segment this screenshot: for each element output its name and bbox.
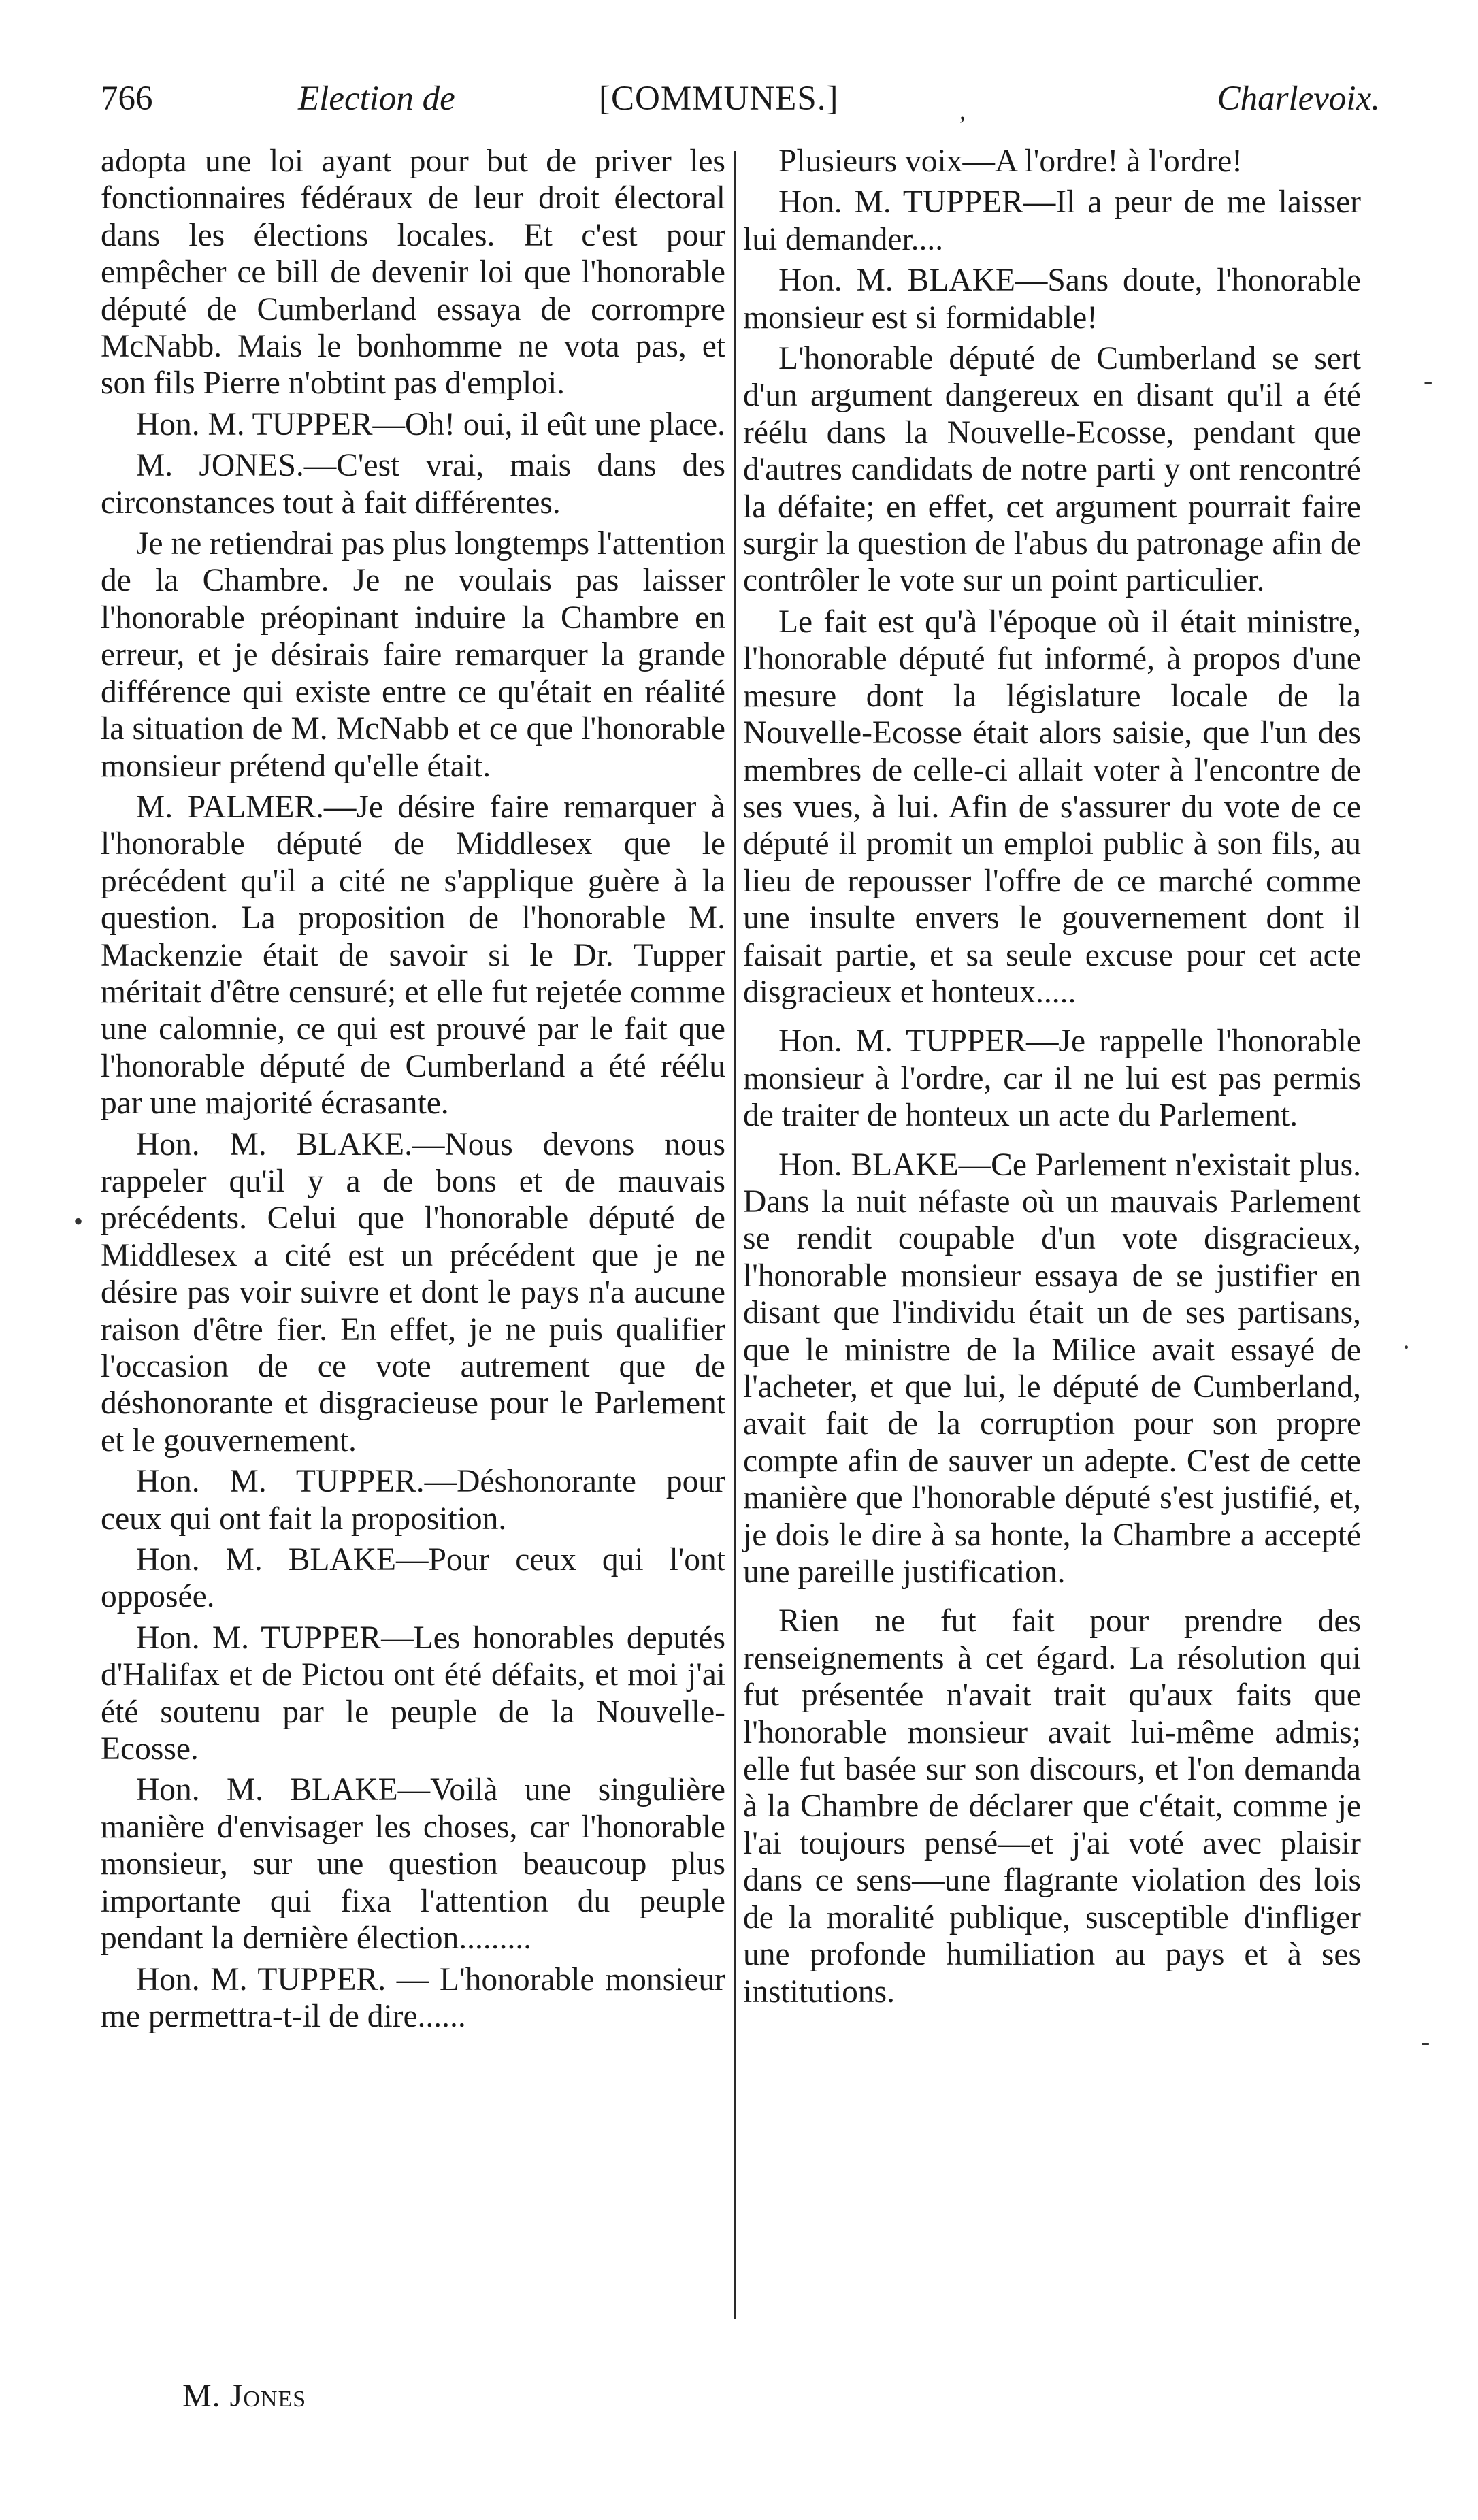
page-number: 766: [101, 80, 153, 118]
paragraph: Hon. M. BLAKE—Sans doute, l'honorable monsieur est si formidable!: [743, 263, 1361, 336]
paragraph: adopta une loi ayant pour but de priver les fonctionnaires fédéraux de leur droit électoral dans les élections locales. Et c'est pour empêcher ce bill de devenir loi que l'honorable député de Cumberland essaya de corrompre McNabb. Mais le bonhomme ne vota pas, et son fils Pierre n'obtint pas d'emploi.: [101, 144, 725, 402]
paragraph: L'honorable député de Cumberland se sert d'un argument dangereux en disant qu'il a été réélu dans la Nouvelle-Ecosse, pendant que d'autres candidats de notre parti y ont rencontré la défaite; en effet, cet argument pourrait faire surgir la question de l'abus du patronage afin de contrôler le vote sur un point particulier.: [743, 341, 1361, 599]
paragraph: Hon. M. BLAKE.—Nous devons nous rappeler qu'il y a de bons et de mauvais précédents. Celui que l'honorable député de Middlesex a cité est un précédent que je ne désire pas voir suivre et dont le pays n'a aucune raison d'être fier. En effet, je ne puis qualifier l'occasion de ce vote autrement que de déshonorante et disgracieuse pour le Parlement et le gouvernement.: [101, 1126, 725, 1458]
right-column: [743, 143, 1361, 2014]
paragraph: Hon. M. TUPPER—Il a peur de me laisser lui demander....: [743, 184, 1361, 257]
paragraph: Hon. M. TUPPER—Je rappelle l'honorable monsieur à l'ordre, car il ne lui est pas permis de traiter de honteux un acte du Parlement.: [743, 1024, 1361, 1134]
paragraph: Hon. M. BLAKE—Voilà une singulière manière d'envisager les choses, car l'honorable monsieur, sur une question beaucoup plus importante qui fixa l'attention du peuple pendant la dernière élection.........: [101, 1772, 725, 1957]
header-center-title: [COMMUNES.]: [599, 80, 839, 118]
paragraph: Hon. M. TUPPER—Oh! oui, il eût une place.: [136, 406, 725, 442]
paragraph: Rien ne fut fait pour prendre des renseignements à cet égard. La résolution qui fut présentée n'avait trait qu'aux faits que l'honorable monsieur avait lui-même admis; elle fut basée sur son discours, et l'on demanda à la Chambre de déclarer que c'était, comme je l'ai toujours pensé—et j'ai voté avec plaisir dans ce sens—une flagrante violation des lois de la moralité publique, susceptible d'infliger une profonde humiliation au pays et à ses institutions.: [743, 1603, 1361, 2010]
header-left-title: Election de: [298, 80, 455, 118]
catchword: M. Jones: [182, 2378, 307, 2414]
paragraph: Hon. BLAKE—Ce Parlement n'existait plus. Dans la nuit néfaste où un mauvais Parlement se rendit coupable d'un vote disgracieux, l'honorable monsieur essaya de se justifier en disant que l'individu était un de ses partisans, que le ministre de la Milice avait essayé de l'acheter, et que lui, le député de Cumberland, avait fait de la corruption pour son propre compte afin de sauver un adepte. C'est de cette manière que l'honorable député s'est justifié, et, je dois le dire à sa honte, la Chambre a accepté une pareille justification.: [743, 1147, 1361, 1590]
paragraph: Le fait est qu'à l'époque où il était ministre, l'honorable député fut informé, à propos d'une mesure dont la législature locale de la Nouvelle-Ecosse était alors saisie, que l'un des membres de celle-ci allait voter à l'encontre de ses vues, à lui. Afin de s'assurer du vote de ce député il promit un emploi public à son fils, au lieu de repousser l'offre de ce marché comme une insulte envers le gouvernement dont il faisait partie, et sa seule excuse pour cet acte disgracieux et honteux.....: [743, 604, 1361, 1010]
header-right-title: Charlevoix.: [1217, 80, 1380, 118]
header-mark: ,: [959, 97, 966, 125]
column-divider: [734, 151, 736, 2319]
paragraph: Hon. M. BLAKE—Pour ceux qui l'ont opposée.: [101, 1542, 725, 1615]
running-header: [101, 75, 1380, 129]
paragraph: M. JONES.—C'est vrai, mais dans des circonstances tout à fait différentes.: [101, 448, 725, 521]
scan-speck: -: [1421, 2026, 1430, 2057]
paragraph: Hon. M. TUPPER.—Déshonorante pour ceux qui ont fait la proposition.: [101, 1464, 725, 1537]
scan-speck: ·: [1402, 1332, 1411, 1362]
left-column: [101, 143, 725, 2039]
paragraph: Hon. M. TUPPER—Les honorables deputés d'Halifax et de Pictou ont été défaits, et moi j'ai été soutenu par le peuple de la Nouvelle-Ecosse.: [101, 1620, 725, 1767]
scan-speck: •: [73, 1206, 84, 1237]
paragraph: M. PALMER.—Je désire faire remarquer à l'honorable député de Middlesex que le précédent qu'il a cité ne s'applique guère à la question. La proposition de l'honorable M. Mackenzie était de savoir si le Dr. Tupper méritait d'être censuré; et elle fut rejetée comme une calomnie, ce qui est prouvé par le fait que l'honorable député de Cumberland a été réélu par une majorité écrasante.: [101, 789, 725, 1122]
paragraph: Hon. M. TUPPER. — L'honorable monsieur me permettra-t-il de dire......: [101, 1961, 725, 2034]
paragraph: Je ne retiendrai pas plus longtemps l'attention de la Chambre. Je ne voulais pas laisser l'honorable préopinant induire la Chambre en erreur, et je désirais faire remarquer la grande différence qui existe entre ce qu'était en réalité la situation de M. McNabb et ce que l'honorable monsieur prétend qu'elle était.: [101, 526, 725, 784]
scan-speck: -: [1424, 365, 1433, 396]
paragraph: Plusieurs voix—A l'ordre! à l'ordre!: [778, 144, 1243, 179]
